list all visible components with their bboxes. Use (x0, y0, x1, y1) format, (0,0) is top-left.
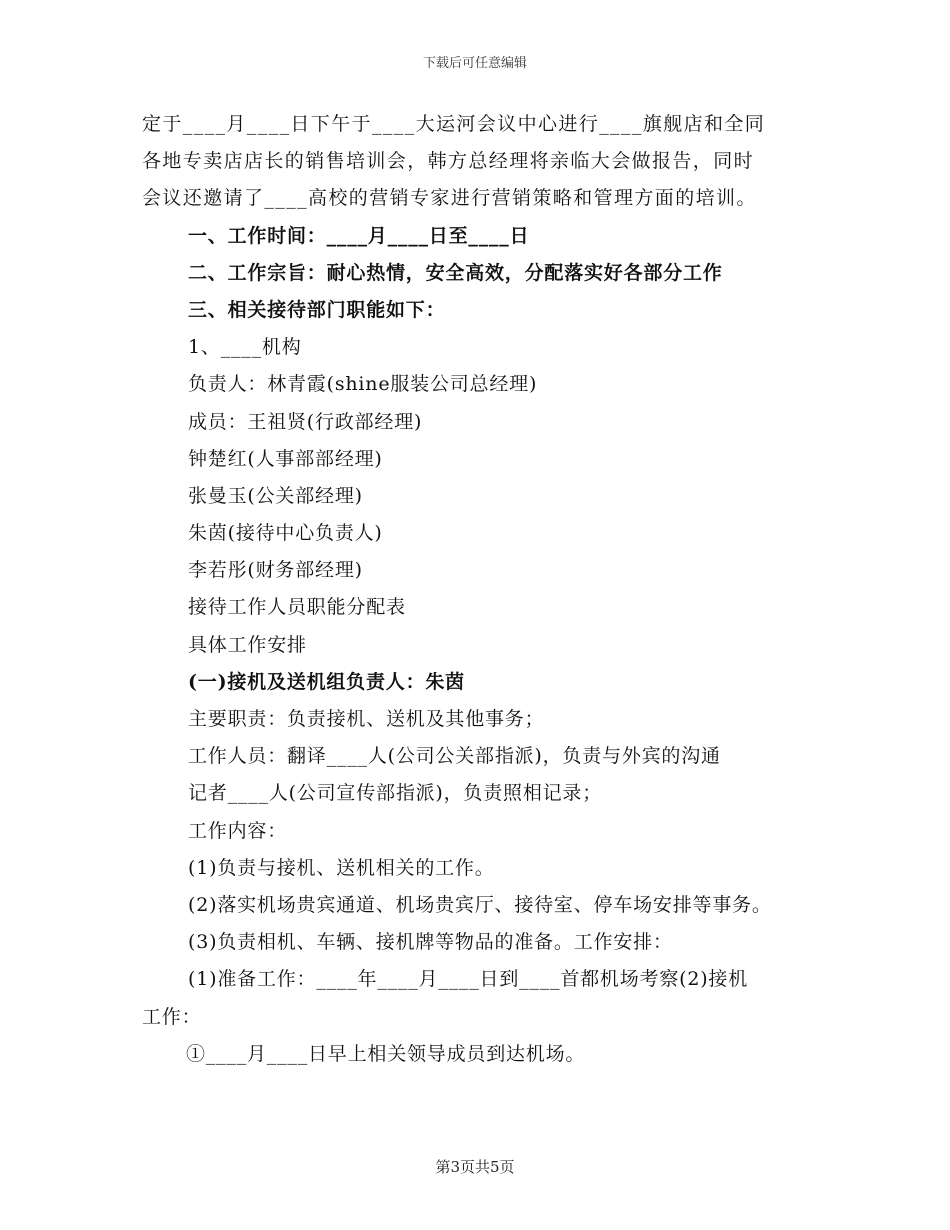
paragraph-line: 钟楚红(人事部部经理) (188, 447, 383, 470)
paragraph-line: 工作内容： (188, 819, 288, 842)
paragraph-line: 成员：王祖贤(行政部经理) (188, 410, 423, 433)
paragraph-line: (2)落实机场贵宾通道、机场贵宾厅、接待室、停车场安排等事务。 (188, 893, 772, 916)
page-header: 下载后可任意编辑 (422, 56, 527, 71)
paragraph-line: 具体工作安排 (188, 633, 307, 656)
paragraph-line: 负责人：林青霞(shine服装公司总经理) (188, 373, 538, 396)
section-heading: 三、相关接待部门职能如下： (188, 298, 446, 321)
paragraph-line: (1)准备工作：____年____月____日到____首都机场考察(2)接机 (188, 968, 749, 991)
paragraph-line: 记者____人(公司宣传部指派)，负责照相记录； (188, 782, 603, 805)
paragraph-line: 接待工作人员职能分配表 (188, 596, 406, 619)
document-body (142, 106, 832, 1073)
paragraph-line: 李若彤(财务部经理) (188, 559, 363, 582)
paragraph-line: 朱茵(接待中心负责人) (188, 522, 383, 545)
paragraph-line: 主要职责：负责接机、送机及其他事务； (188, 708, 545, 730)
paragraph-line: 工作人员：翻译____人(公司公关部指派)，负责与外宾的沟通 (188, 745, 721, 768)
paragraph-line: ①____月____日早上相关领导成员到达机场。 (186, 1042, 586, 1065)
paragraph-line: (3)负责相机、车辆、接机牌等物品的准备。工作安排： (188, 931, 673, 954)
paragraph-line: 各地专卖店店长的销售培训会，韩方总经理将亲临大会做报告，同时 (142, 150, 755, 173)
paragraph-line: 工作： (142, 1005, 202, 1028)
paragraph-line: 张曼玉(公关部经理) (188, 484, 363, 507)
paragraph-line: (1)负责与接机、送机相关的工作。 (188, 856, 495, 879)
section-heading: 二、工作宗旨：耐心热情，安全高效，分配落实好各部分工作 (188, 261, 723, 284)
section-heading: 一、工作时间：____月____日至____日 (188, 224, 530, 247)
paragraph-line: 会议还邀请了____高校的营销专家进行营销策略和管理方面的培训。 (142, 187, 757, 210)
paragraph-line: 定于____月____日下午于____大运河会议中心进行____旗舰店和全同 (142, 113, 766, 135)
page-number: 第3页共5页 (435, 1158, 515, 1176)
section-heading: (一)接机及送机组负责人：朱茵 (188, 670, 465, 693)
paragraph-line: 1、____机构 (188, 336, 302, 359)
